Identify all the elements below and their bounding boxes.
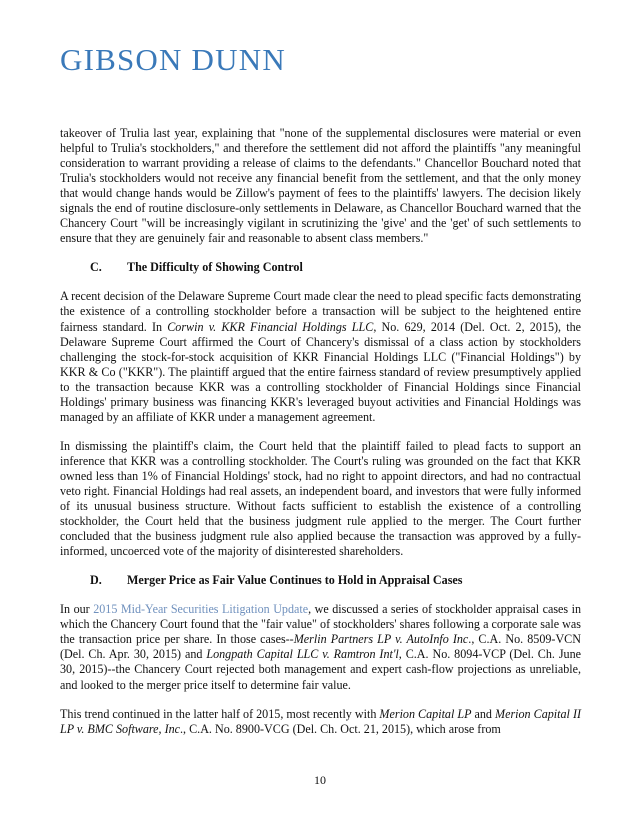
case-name: Merlin Partners LP v. AutoInfo Inc: [293, 632, 469, 647]
text-run: This trend continued in the latter half of 2015, most recently with: [60, 706, 380, 721]
case-name: Longpath Capital LLC v. Ramtron Int'l: [206, 647, 399, 662]
text-run: ., C.A. No. 8900-VCG (Del. Ch. Oct. 21, 2015), which arose from: [180, 721, 501, 736]
text-run: ., C.A. No. 8509-VCN (Del. Ch. Apr. 30, 2015) and: [60, 632, 581, 662]
text-run: In our: [60, 602, 94, 617]
paragraph: [60, 707, 581, 737]
case-name: Merion Capital II LP v. BMC Software, Inc: [60, 706, 581, 736]
case-name: Corwin v. KKR Financial Holdings LLC: [167, 319, 374, 334]
section-title: The Difficulty of Showing Control: [127, 260, 303, 275]
section-heading-d: [60, 573, 581, 588]
firm-logo: GIBSON DUNN: [60, 42, 286, 77]
text-run: , C.A. No. 8094-VCP (Del. Ch. June 30, 2015)--the Chancery Court rejected both management and expert cash-flow projections as unreliable, and looked to the merger price itself to determine fair value.: [60, 647, 581, 692]
page-number: 10: [314, 773, 326, 787]
document-body: [60, 126, 581, 751]
text-run: A recent decision of the Delaware Supreme Court made clear the need to plead specific facts demonstrating the existence of a controlling stockholder before a transaction will be subject to the heightened entire fairness standard. In: [60, 289, 581, 334]
section-title: Merger Price as Fair Value Continues to Hold in Appraisal Cases: [127, 573, 463, 588]
case-name: Merion Capital LP: [379, 706, 472, 721]
section-letter: C.: [90, 260, 102, 275]
text-run: , No. 629, 2014 (Del. Oct. 2, 2015), the Delaware Supreme Court affirmed the Court of Chancery's dismissal of a class action by stockholders challenging the stock-for-stock acquisition of KKR Financial Holdings LLC ("Financial Holdings") by KKR & Co ("KKR"). The plaintiff argued that the entire fairness standard of review presumptively applied to the transaction because KKR was a controlling stockholder of Financial Holdings since Financial Holdings' primary business was financing KKR's leveraged buyout activities and Financial Holdings was managed by an affiliate of KKR under a management agreement.: [60, 319, 582, 424]
paragraph: [60, 289, 581, 424]
section-letter: D.: [90, 573, 102, 588]
text-run: , we discussed a series of stockholder appraisal cases in which the Chancery Court found that the "fair value" of stockholders' shares following a corporate sale was the transaction price per share. In those cases--: [60, 602, 581, 647]
paragraph: takeover of Trulia last year, explaining that "none of the supplemental disclosures were material or even helpful to Trulia's stockholders," and therefore the settlement did not afford the plaintiffs "any meaningful consideration to warrant providing a release of claims to the defendants." Chancellor Bouchard noted that Trulia's stockholders would not receive any financial benefit from the settlement, and that the only money that would change hands would be Zillow's payment of fees to the plaintiffs' lawyers. The decision likely signals the end of routine disclosure-only settlements in Delaware, as Chancellor Bouchard warned that the Chancery Court "will be increasingly vigilant in scrutinizing the 'give' and the 'get' of such settlements to ensure that they are genuinely fair and reasonable to absent class members.": [60, 126, 581, 246]
text-run: and: [471, 706, 495, 721]
paragraph: [60, 602, 581, 692]
update-link[interactable]: 2015 Mid-Year Securities Litigation Update: [93, 602, 309, 617]
section-heading-c: [60, 260, 581, 275]
paragraph: In dismissing the plaintiff's claim, the Court held that the plaintiff failed to plead facts to support an inference that KKR was a controlling stockholder. The Court's ruling was grounded on the fact that KKR owned less than 1% of Financial Holdings' stock, had no right to appoint directors, and had no contractual veto right. Financial Holdings had real assets, an independent board, and investors that were fully informed of its unusual business structure. Without facts sufficient to establish the existence of a controlling stockholder, the Court held that the business judgment rule applied to the merger. The Court further concluded that the business judgment rule also applied because the transaction was approved by a fully-informed, uncoerced vote of the majority of disinterested shareholders.: [60, 438, 581, 559]
